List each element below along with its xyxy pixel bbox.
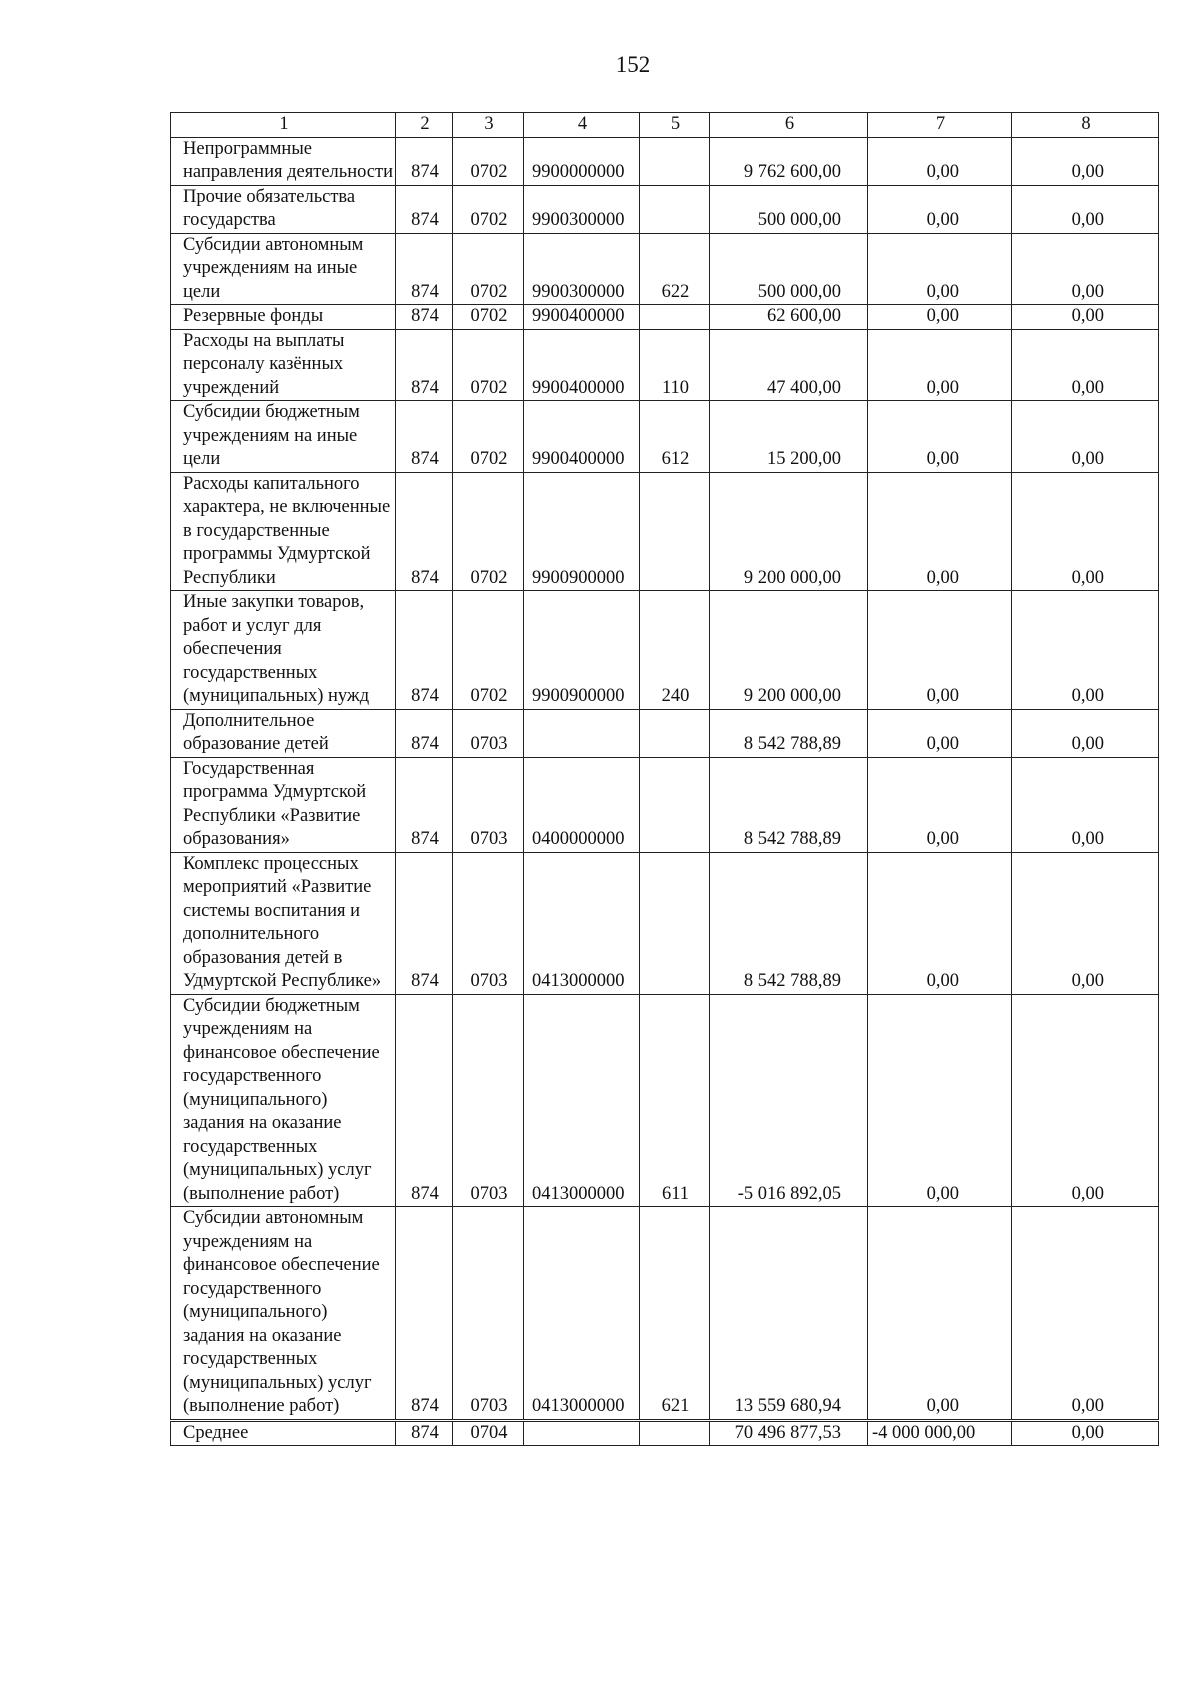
table-row [171, 401, 1159, 473]
row-name-cell: Расходы на выплаты персоналу казённых учреждений [171, 329, 396, 401]
row-admin-code-cell: 874 [396, 1420, 453, 1446]
row-expense-type-cell [640, 757, 710, 852]
row-section-code-cell: 0702 [453, 305, 524, 330]
row-change-cell: 0,00 [868, 185, 1012, 233]
row-admin-code-cell: 874 [396, 305, 453, 330]
row-amount-cell: 62 600,00 [710, 305, 868, 330]
row-change-cell: 0,00 [868, 994, 1012, 1207]
row-admin-code-cell: 874 [396, 137, 453, 185]
row-amount-cell: 9 762 600,00 [710, 137, 868, 185]
row-next-amount-cell: 0,00 [1012, 185, 1159, 233]
row-name-cell: Субсидии автономным учреждениям на финансовое обеспечение государственного (муниципального) задания на оказание государственных (муниципальных) услуг (выполнение работ) [171, 1207, 396, 1421]
row-next-amount-cell: 0,00 [1012, 1420, 1159, 1446]
row-target-code-cell: 9900300000 [524, 233, 640, 305]
row-name-cell: Субсидии бюджетным учреждениям на финансовое обеспечение государственного (муниципального) задания на оказание государственных (муниципальных) услуг (выполнение работ) [171, 994, 396, 1207]
row-amount-cell: -5 016 892,05 [710, 994, 868, 1207]
header-cell-4: 4 [524, 113, 640, 138]
row-next-amount-cell: 0,00 [1012, 305, 1159, 330]
row-change-cell: 0,00 [868, 401, 1012, 473]
table-row [171, 233, 1159, 305]
table-row [171, 329, 1159, 401]
row-section-code-cell: 0702 [453, 185, 524, 233]
header-cell-1: 1 [171, 113, 396, 138]
row-section-code-cell: 0702 [453, 233, 524, 305]
row-name-cell: Субсидии бюджетным учреждениям на иные цели [171, 401, 396, 473]
row-expense-type-cell: 110 [640, 329, 710, 401]
row-change-cell: 0,00 [868, 852, 1012, 994]
row-section-code-cell: 0703 [453, 852, 524, 994]
row-section-code-cell: 0703 [453, 994, 524, 1207]
table-row [171, 185, 1159, 233]
table-header-row [171, 113, 1159, 138]
row-section-code-cell: 0703 [453, 1207, 524, 1421]
row-change-cell: 0,00 [868, 137, 1012, 185]
table-row [171, 305, 1159, 330]
row-target-code-cell: 9900400000 [524, 329, 640, 401]
row-expense-type-cell [640, 852, 710, 994]
row-target-code-cell [524, 709, 640, 757]
row-admin-code-cell: 874 [396, 757, 453, 852]
row-change-cell: -4 000 000,00 [868, 1420, 1012, 1446]
row-amount-cell: 500 000,00 [710, 233, 868, 305]
row-target-code-cell: 9900900000 [524, 591, 640, 710]
row-expense-type-cell [640, 305, 710, 330]
row-name-cell: Субсидии автономным учреждениям на иные цели [171, 233, 396, 305]
row-target-code-cell: 0413000000 [524, 1207, 640, 1421]
row-section-code-cell: 0702 [453, 472, 524, 591]
row-next-amount-cell: 0,00 [1012, 757, 1159, 852]
header-cell-3: 3 [453, 113, 524, 138]
header-cell-8: 8 [1012, 113, 1159, 138]
table-row [171, 852, 1159, 994]
row-name-cell: Расходы капитального характера, не включенные в государственные программы Удмуртской Республики [171, 472, 396, 591]
row-amount-cell: 9 200 000,00 [710, 472, 868, 591]
row-next-amount-cell: 0,00 [1012, 233, 1159, 305]
row-admin-code-cell: 874 [396, 185, 453, 233]
row-section-code-cell: 0702 [453, 591, 524, 710]
row-change-cell: 0,00 [868, 233, 1012, 305]
row-amount-cell: 47 400,00 [710, 329, 868, 401]
row-admin-code-cell: 874 [396, 994, 453, 1207]
row-admin-code-cell: 874 [396, 329, 453, 401]
row-next-amount-cell: 0,00 [1012, 137, 1159, 185]
row-amount-cell: 9 200 000,00 [710, 591, 868, 710]
row-amount-cell: 15 200,00 [710, 401, 868, 473]
row-change-cell: 0,00 [868, 329, 1012, 401]
row-next-amount-cell: 0,00 [1012, 709, 1159, 757]
row-expense-type-cell: 612 [640, 401, 710, 473]
row-name-cell: Непрограммные направления деятельности [171, 137, 396, 185]
header-cell-2: 2 [396, 113, 453, 138]
table-row [171, 1420, 1159, 1446]
row-name-cell: Прочие обязательства государства [171, 185, 396, 233]
row-admin-code-cell: 874 [396, 591, 453, 710]
row-admin-code-cell: 874 [396, 709, 453, 757]
header-cell-7: 7 [868, 113, 1012, 138]
row-expense-type-cell: 240 [640, 591, 710, 710]
row-name-cell: Среднее [171, 1420, 396, 1446]
table-row [171, 591, 1159, 710]
row-change-cell: 0,00 [868, 472, 1012, 591]
row-target-code-cell: 9900400000 [524, 305, 640, 330]
row-amount-cell: 8 542 788,89 [710, 852, 868, 994]
row-expense-type-cell: 621 [640, 1207, 710, 1421]
row-target-code-cell [524, 1420, 640, 1446]
row-admin-code-cell: 874 [396, 852, 453, 994]
row-change-cell: 0,00 [868, 709, 1012, 757]
row-admin-code-cell: 874 [396, 233, 453, 305]
table-row [171, 757, 1159, 852]
row-expense-type-cell [640, 472, 710, 591]
row-amount-cell: 8 542 788,89 [710, 757, 868, 852]
row-next-amount-cell: 0,00 [1012, 591, 1159, 710]
row-amount-cell: 70 496 877,53 [710, 1420, 868, 1446]
page-number: 152 [615, 52, 651, 77]
row-expense-type-cell: 611 [640, 994, 710, 1207]
row-target-code-cell: 9900000000 [524, 137, 640, 185]
table-row [171, 994, 1159, 1207]
row-amount-cell: 13 559 680,94 [710, 1207, 868, 1421]
row-change-cell: 0,00 [868, 1207, 1012, 1421]
header-cell-5: 5 [640, 113, 710, 138]
row-change-cell: 0,00 [868, 305, 1012, 330]
row-expense-type-cell [640, 1420, 710, 1446]
row-amount-cell: 500 000,00 [710, 185, 868, 233]
row-expense-type-cell: 622 [640, 233, 710, 305]
row-next-amount-cell: 0,00 [1012, 1207, 1159, 1421]
row-next-amount-cell: 0,00 [1012, 401, 1159, 473]
row-name-cell: Иные закупки товаров, работ и услуг для обеспечения государственных (муниципальных) нужд [171, 591, 396, 710]
row-admin-code-cell: 874 [396, 472, 453, 591]
row-expense-type-cell [640, 709, 710, 757]
row-change-cell: 0,00 [868, 757, 1012, 852]
table-row [171, 472, 1159, 591]
row-section-code-cell: 0703 [453, 709, 524, 757]
row-section-code-cell: 0702 [453, 329, 524, 401]
row-name-cell: Государственная программа Удмуртской Республики «Развитие образования» [171, 757, 396, 852]
row-admin-code-cell: 874 [396, 1207, 453, 1421]
table-row [171, 1207, 1159, 1421]
row-section-code-cell: 0704 [453, 1420, 524, 1446]
row-next-amount-cell: 0,00 [1012, 852, 1159, 994]
row-section-code-cell: 0702 [453, 137, 524, 185]
row-next-amount-cell: 0,00 [1012, 329, 1159, 401]
row-next-amount-cell: 0,00 [1012, 994, 1159, 1207]
row-target-code-cell: 9900400000 [524, 401, 640, 473]
row-target-code-cell: 0400000000 [524, 757, 640, 852]
header-cell-6: 6 [710, 113, 868, 138]
table-row [171, 709, 1159, 757]
row-section-code-cell: 0703 [453, 757, 524, 852]
row-expense-type-cell [640, 185, 710, 233]
row-target-code-cell: 0413000000 [524, 994, 640, 1207]
budget-table [170, 112, 1159, 1446]
row-name-cell: Комплекс процессных мероприятий «Развитие системы воспитания и дополнительного образования детей в Удмуртской Республике» [171, 852, 396, 994]
table-row [171, 137, 1159, 185]
row-admin-code-cell: 874 [396, 401, 453, 473]
row-target-code-cell: 9900900000 [524, 472, 640, 591]
row-change-cell: 0,00 [868, 591, 1012, 710]
row-name-cell: Резервные фонды [171, 305, 396, 330]
row-name-cell: Дополнительное образование детей [171, 709, 396, 757]
row-target-code-cell: 0413000000 [524, 852, 640, 994]
row-section-code-cell: 0702 [453, 401, 524, 473]
row-expense-type-cell [640, 137, 710, 185]
row-target-code-cell: 9900300000 [524, 185, 640, 233]
row-next-amount-cell: 0,00 [1012, 472, 1159, 591]
row-amount-cell: 8 542 788,89 [710, 709, 868, 757]
